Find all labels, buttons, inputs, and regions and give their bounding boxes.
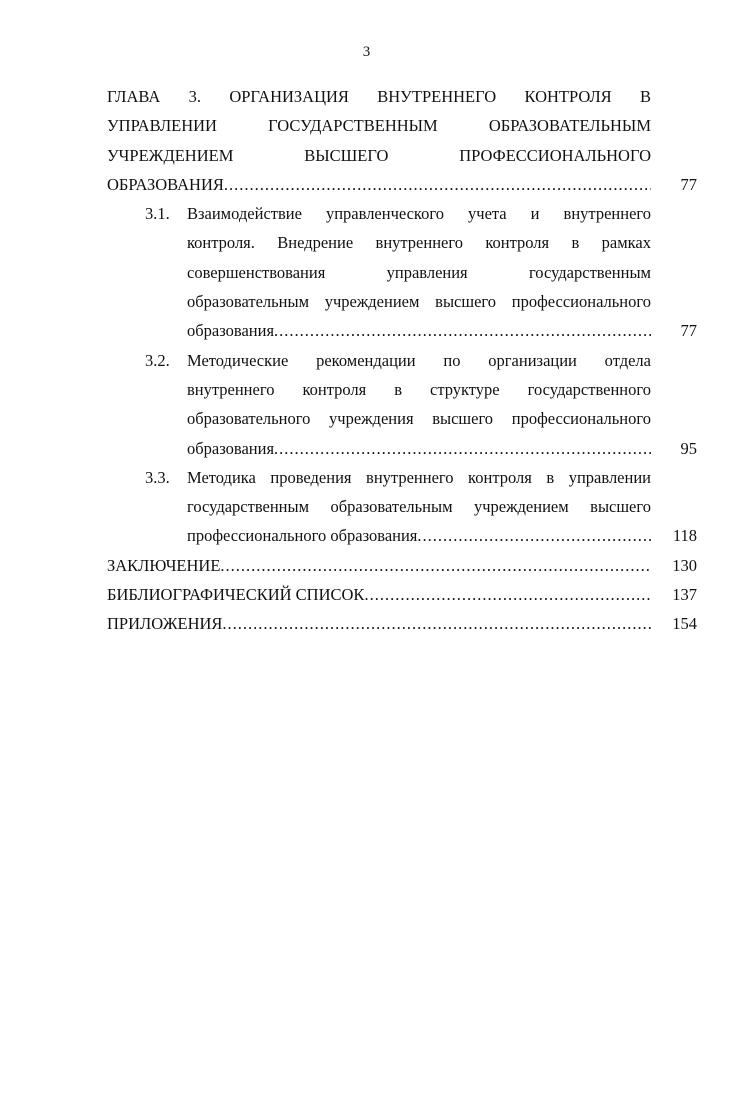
section-line	[107, 346, 697, 375]
section-number: 3.3.	[145, 467, 170, 487]
chapter-heading-line	[107, 82, 697, 111]
chapter-heading-text: УПРАВЛЕНИИ ГОСУДАРСТВЕННЫМ ОБРАЗОВАТЕЛЬНЫМ	[107, 116, 651, 136]
section-page-number: 95	[680, 438, 697, 458]
section-line	[107, 287, 697, 316]
chapter-heading-line	[107, 111, 697, 140]
section-line	[107, 404, 697, 433]
section-line	[107, 375, 697, 404]
toc-entry	[107, 551, 697, 580]
toc-entry	[107, 609, 697, 638]
section-leader	[187, 434, 651, 463]
section-text: внутреннего контроля в структуре государственного	[187, 379, 651, 399]
chapter-heading-line	[107, 141, 697, 170]
dot-leader	[274, 434, 651, 463]
chapter-leader	[107, 170, 651, 199]
section-line	[107, 463, 697, 492]
page-number: 3	[362, 44, 371, 60]
table-of-contents	[107, 82, 697, 639]
section-text: контроля. Внедрение внутреннего контроля в рамках	[187, 233, 651, 253]
section-number: 3.1.	[145, 204, 170, 224]
section-line	[107, 228, 697, 257]
chapter-heading-text: ОБРАЗОВАНИЯ	[107, 174, 224, 194]
section-leader	[187, 521, 651, 550]
chapter-page-number: 77	[680, 174, 697, 194]
section-text: Методические рекомендации по организации отдела	[187, 350, 651, 370]
section-text: образовательным учреждением высшего профессионального	[187, 292, 651, 312]
entry-page-number: 154	[672, 614, 697, 634]
dot-leader	[417, 521, 651, 550]
section-last-line	[107, 316, 697, 345]
section-text: образования	[187, 438, 275, 458]
section-leader	[187, 316, 651, 345]
section-last-line	[107, 434, 697, 463]
entry-page-number: 137	[672, 585, 697, 605]
section-text: Методика проведения внутреннего контроля в управлении	[187, 467, 651, 487]
dot-leader	[224, 170, 651, 199]
dot-leader	[274, 316, 651, 345]
entry-leader	[107, 551, 651, 580]
section-text: образования	[187, 321, 275, 341]
chapter-heading-text: ГЛАВА 3. ОРГАНИЗАЦИЯ ВНУТРЕННЕГО КОНТРОЛЯ В	[107, 87, 651, 106]
section-text: образовательного учреждения высшего профессионального	[187, 409, 651, 429]
dot-leader	[222, 609, 651, 638]
section-page-number: 77	[680, 321, 697, 341]
toc-entry	[107, 580, 697, 609]
dot-leader	[364, 580, 651, 609]
section-line	[107, 492, 697, 521]
section-number: 3.2.	[145, 350, 170, 370]
entry-page-number: 130	[672, 555, 697, 575]
section-line	[107, 199, 697, 228]
section-page-number: 118	[672, 526, 697, 546]
entry-title: ЗАКЛЮЧЕНИЕ	[107, 555, 221, 575]
entry-title: ПРИЛОЖЕНИЯ	[107, 614, 223, 634]
section-text: совершенствования управления государственным	[187, 262, 651, 282]
entry-leader	[107, 609, 651, 638]
section-text: государственным образовательным учреждением высшего	[187, 497, 651, 517]
section-last-line	[107, 521, 697, 550]
section-text: Взаимодействие управленческого учета и внутреннего	[187, 204, 651, 224]
section-line	[107, 258, 697, 287]
dot-leader	[220, 551, 651, 580]
section-text: профессионального образования	[187, 526, 418, 546]
entry-leader	[107, 580, 651, 609]
chapter-heading-last-line	[107, 170, 697, 199]
chapter-heading-text: УЧРЕЖДЕНИЕМ ВЫСШЕГО ПРОФЕССИОНАЛЬНОГО	[107, 145, 651, 165]
entry-title: БИБЛИОГРАФИЧЕСКИЙ СПИСОК	[107, 585, 365, 605]
